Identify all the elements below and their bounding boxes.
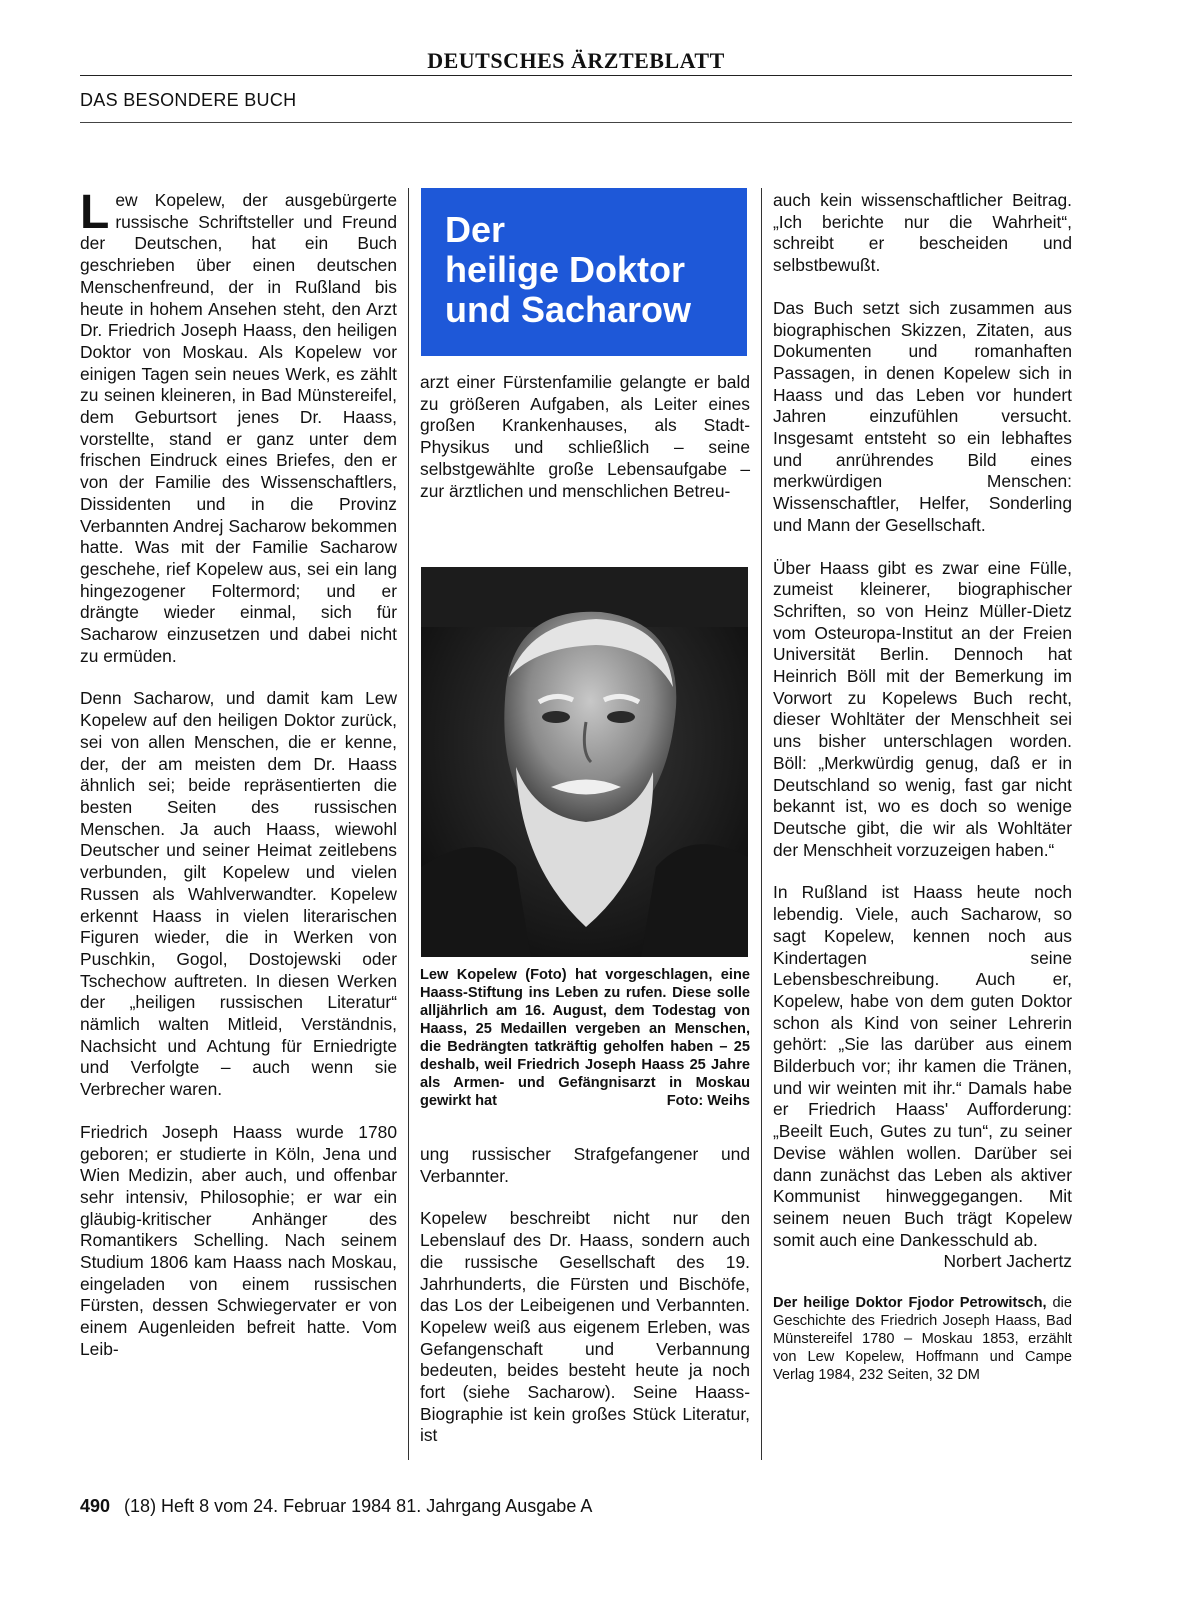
masthead-rule [80, 75, 1072, 76]
article-title [421, 188, 747, 356]
portrait-illustration [421, 567, 748, 957]
paragraph: auch kein wissenschaftlicher Beitrag. „Ich berichte nur die Wahrheit“, schreibt er bescheiden und selbstbewußt. [773, 190, 1072, 276]
issue-info: (18) Heft 8 vom 24. Februar 1984 81. Jahrgang Ausgabe A [124, 1496, 593, 1516]
article-column-2-top [420, 372, 750, 523]
column-divider-right [761, 188, 762, 1460]
book-title: Der heilige Doktor Fjodor Petrowitsch, [773, 1295, 1047, 1312]
title-line: Der [445, 209, 506, 250]
paragraph: Über Haass gibt es zwar eine Fülle, zumeist kleinerer, biographischer Schriften, so von Heinz Müller-Dietz vom Osteuropa-Institut an der Freien Universität Berlin. Dennoch hat Heinrich Böll mit der Bemerkung im Vorwort zu Kopelews Buch recht, dieser Wohltäter der Menschheit sei uns bisher unterschlagen worden. Böll: „Merkwürdig genug, daß er in Deutschland so wenig, fast gar nicht bekannt ist, wo es doch so wenige Deutsche gibt, die wir als Wohltäter der Menschheit vorzuzeigen haben.“ [773, 557, 1072, 860]
paragraph: Friedrich Joseph Haass wurde 1780 geboren; er studierte in Köln, Jena und Wien Medizin, aber auch, und offenbar sehr intensiv, Philosophie; er war ein gläubig-kritischer Anhänger des Romantikers Schelling. Nach seinem Studium 1806 kam Haass nach Moskau, eingeladen von einem russischen Fürsten, dessen Schwiegervater er von einem Augenleiden befreit hatte. Vom Leib- [80, 1121, 397, 1359]
title-line: heilige Doktor [445, 249, 686, 290]
section-label: DAS BESONDERE BUCH [80, 90, 297, 110]
page-footer [80, 1496, 592, 1517]
author-signature: Norbert Jachertz [943, 1251, 1072, 1272]
article-column-1 [80, 186, 397, 1382]
article-column-2-bottom [420, 1144, 750, 1468]
drop-cap: L [80, 186, 110, 239]
paragraph: Kopelew beschreibt nicht nur den Lebenslauf des Dr. Haass, sondern auch die russische Gesellschaft des 19. Jahrhunderts, die Fürsten und Bischöfe, das Los der Leibeigenen und Verbannten. Kopelew weiß aus eigenem Erleben, was Gefangenschaft und Verbannung bedeuten, beides besteht heute ja noch fort (siehe Sacharow). Seine Haass-Biographie ist kein großes Stück Literatur, ist [420, 1208, 750, 1446]
page-number: 490 [80, 1496, 111, 1516]
paragraph: arzt einer Fürstenfamilie gelangte er bald zu größeren Aufgaben, als Leiter eines großen Krankenhauses, als Stadt-Physikus und schließlich – seine selbstgewählte große Lebensaufgabe – zur ärztlichen und menschlichen Betreu- [420, 372, 750, 501]
book-details: die Geschichte des Friedrich Joseph Haass, Bad Münstereifel 1780 – Moskau 1853, erzählt von Lew Kopelew, Hoffmann und Campe Verlag 1984, 232 Seiten, 32 DM [773, 1295, 1072, 1384]
paragraph: In Rußland ist Haass heute noch lebendig. Viele, auch Sacharow, so sagt Kopelew, kennen noch aus Kindertagen seine Lebensbeschreibung. Auch er, Kopelew, habe von dem guten Doktor schon als Kind von seiner Lehrerin gehört: „Sie las darüber aus einem Bilderbuch vor; ihr kamen die Tränen, und wir weinten mit ihr.“ Damals habe er Friedrich Haass' Aufforderung: „Beeilt Euch, Gutes zu tun“, zu seiner Devise wählen wollen. Darüber sei dann zunächst das Leben als aktiver Kommunist hinweggegangen. Mit seinem neuen Buch trägt Kopelew somit auch eine Dankesschuld ab. [773, 882, 1072, 1250]
caption-text: Lew Kopelew (Foto) hat vorgeschlagen, eine Haass-Stiftung ins Leben zu rufen. Diese solle alljährlich am 16. August, dem Todestag von Haass, 25 Medaillen vergeben an Menschen, die Bedrängten tatkräftig geholfen haben – 25 deshalb, weil Friedrich Joseph Haass 25 Jahre als Armen- und Gefängnisarzt in Moskau gewirkt hat [420, 967, 750, 1109]
photo-credit: Foto: Weihs [666, 1093, 750, 1109]
article-column-3 [773, 190, 1072, 1384]
paragraph: ung russischer Strafgefangener und Verbannter. [420, 1144, 750, 1186]
photo-caption [420, 966, 750, 1110]
paragraph: Das Buch setzt sich zusammen aus biographischen Skizzen, Zitaten, aus Dokumenten und romanhaften Passagen, in denen Kopelew sich in Haass und das Leben vor hundert Jahren einzufühlen versucht. Insgesamt entsteht so ein lebhaftes und anrührendes Bild eines merkwürdigen Menschen: Wissenschaftler, Helfer, Sonderling und Mann der Gesellschaft. [773, 297, 1072, 535]
masthead: DEUTSCHES ÄRZTEBLATT [427, 48, 725, 73]
section-rule [80, 122, 1072, 123]
book-info [773, 1294, 1072, 1384]
portrait-photo [421, 567, 748, 957]
column-divider-left [408, 188, 409, 1460]
paragraph: Denn Sacharow, und damit kam Lew Kopelew auf den heiligen Doktor zurück, sei von allen Menschen, die er kenne, der, der am meisten dem Dr. Haass ähnlich sei; beide repräsentierten die besten Seiten des russischen Menschen. Ja auch Haass, wiewohl Deutscher und seiner Heimat zeitlebens verbunden, gilt Kopelew und vielen Russen als Wahlverwandter. Kopelew erkennt Haass in vielen literarischen Figuren wieder, die in Werken von Puschkin, Gogol, Dostojewski oder Tschechow auftreten. In diesen Werken der „heiligen russischen Literatur“ nämlich walten Mitleid, Verständnis, Nachsicht und Achtung für Erniedrigte und Verfolgte – auch wenn sie Verbrecher waren. [80, 688, 397, 1100]
paragraph [80, 186, 397, 667]
title-line: und Sacharow [445, 289, 692, 330]
paragraph-text: ew Kopelew, der ausgebürgerte russische Schriftsteller und Freund der Deutschen, hat ein Buch geschrieben über einen deutschen Menschenfreund, der in Rußland bis heute in hohem Ansehen steht, den Arzt Dr. Friedrich Joseph Haass, den heiligen Doktor von Moskau. Als Kopelew vor einigen Tagen sein neues Werk, es zählt zu seinen kleineren, in Bad Münstereifel, dem Geburtsort jenes Dr. Haass, vorstellte, stand er ganz unter dem frischen Eindruck eines Briefes, den er von der Familie des Wissenschaftlers, Dissidenten und in die Provinz Verbannten Andrej Sacharow bekommen hatte. Was mit der Familie Sacharow geschehe, rief Kopelew aus, sei ein lang hingezogener Foltermord; und er drängte wieder einmal, sich für Sacharow einzusetzen und dabei nicht zu ermüden. [80, 190, 397, 666]
